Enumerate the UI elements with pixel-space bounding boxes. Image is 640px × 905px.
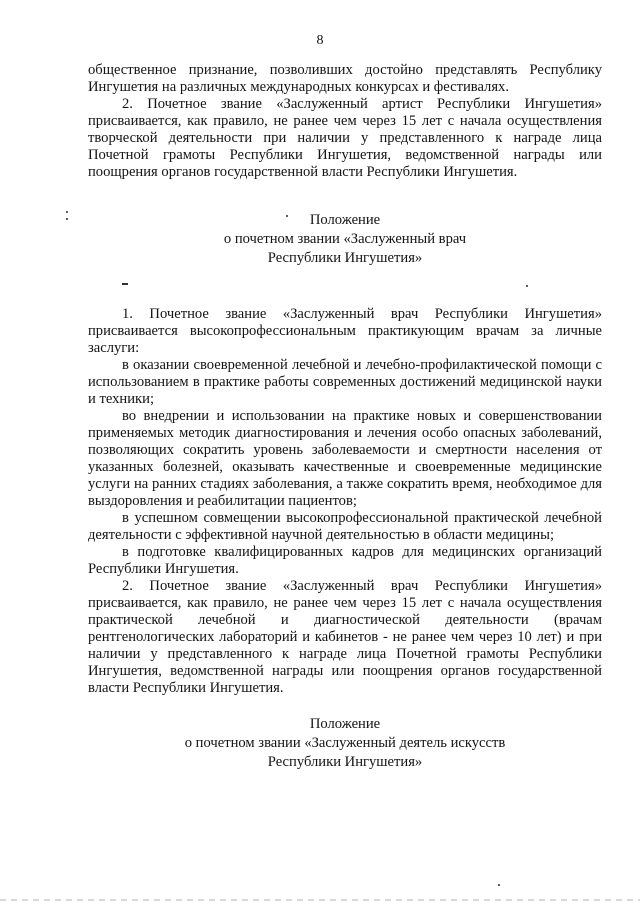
scan-edge bbox=[0, 899, 640, 901]
list-item-doctor-merit-3: в успешном совмещении высокопрофессиональной практической лечебной деятельности с эффективной научной деятельностью в области медицины; bbox=[88, 510, 602, 543]
heading-line: о почетном звании «Заслуженный деятель искусств bbox=[184, 735, 506, 751]
section-heading-doctor bbox=[88, 211, 602, 268]
heading-line: Положение bbox=[309, 716, 381, 732]
scan-speck bbox=[286, 215, 288, 217]
document-body bbox=[88, 62, 602, 772]
heading-line: Положение bbox=[309, 212, 381, 228]
scan-speck bbox=[122, 283, 128, 285]
heading-line: Республики Ингушетия» bbox=[267, 754, 423, 770]
page-number: 8 bbox=[316, 33, 324, 48]
paragraph-doctor-clause-2: 2. Почетное звание «Заслуженный врач Республики Ингушетия» присваивается, как правило, не ранее чем через 15 лет с начала осуществления практической лечебной и диагностической деятельности (врачам рентгенологических лабораторий и кабинетов - не ранее чем через 10 лет) и при наличии у представленного к награде лица Почетной грамоты Республики Ингушетия, ведомственной награды или поощрения органов государственной власти Республики Ингушетия. bbox=[88, 578, 602, 696]
scan-speck bbox=[66, 218, 68, 220]
paragraph-doctor-clause-1: 1. Почетное звание «Заслуженный врач Республики Ингушетия» присваивается высокопрофессиональным практикующим врачам за личные заслуги: bbox=[88, 306, 602, 356]
list-item-doctor-merit-1: в оказании своевременной лечебной и лечебно-профилактической помощи с использованием в практике работы современных достижений медицинской науки и техники; bbox=[88, 357, 602, 407]
heading-line: о почетном звании «Заслуженный врач bbox=[223, 231, 467, 247]
section-heading-arts bbox=[88, 715, 602, 772]
scan-speck bbox=[498, 884, 500, 886]
list-item-doctor-merit-2: во внедрении и использовании на практике новых и совершенствовании применяемых методик диагностирования и лечения особо опасных заболеваний, позволяющих сократить уровень заболеваемости и смертности населения от указанных болезней, оказывать качественные и своевременные медицинские услуги на ранних стадиях заболевания, а также сократить время, необходимое для выздоровления и реабилитации пациентов; bbox=[88, 408, 602, 509]
scan-speck bbox=[66, 211, 68, 213]
list-item-doctor-merit-4: в подготовке квалифицированных кадров для медицинских организаций Республики Ингушетия. bbox=[88, 544, 602, 577]
scan-speck bbox=[526, 285, 528, 287]
paragraph-continuation: общественное признание, позволивших достойно представлять Республику Ингушетия на различных международных конкурсах и фестивалях. bbox=[88, 62, 602, 95]
heading-line: Республики Ингушетия» bbox=[267, 250, 423, 266]
paragraph-artist-clause-2: 2. Почетное звание «Заслуженный артист Республики Ингушетия» присваивается, как правило, не ранее чем через 15 лет с начала осуществления творческой деятельности при наличии у представленного к награде лица Почетной грамоты Республики Ингушетия, ведомственной награды или поощрения органов государственной власти Республики Ингушетия. bbox=[88, 96, 602, 180]
